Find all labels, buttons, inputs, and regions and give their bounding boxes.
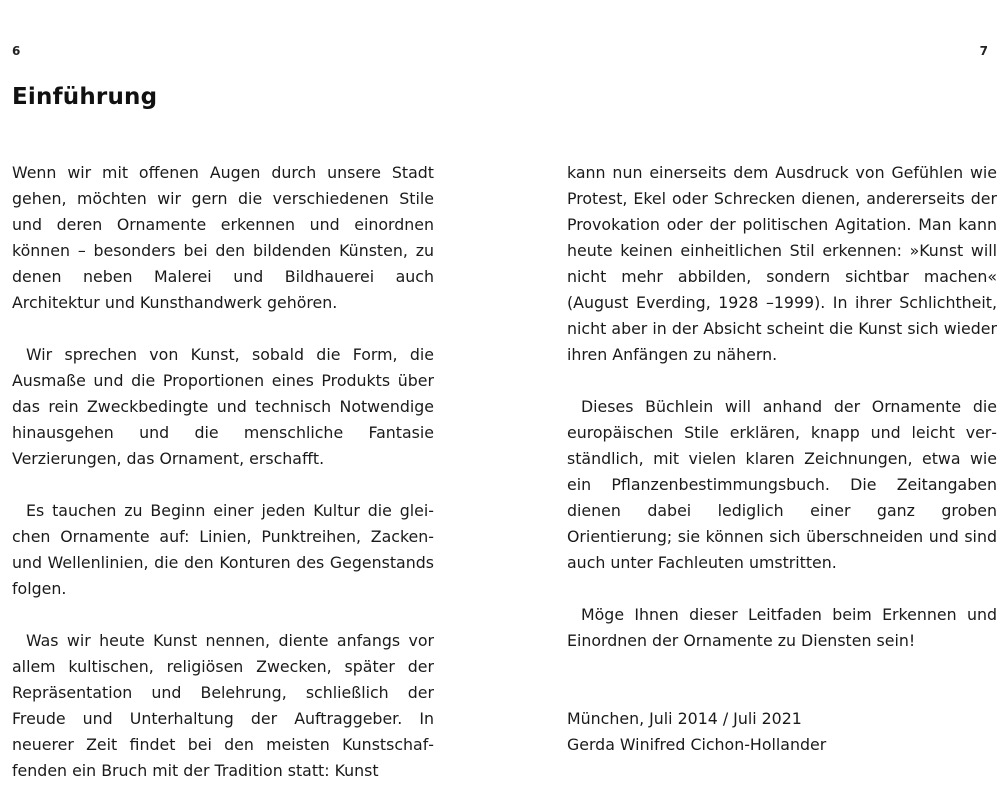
- left-column: [12, 160, 434, 810]
- right-column: [567, 160, 997, 758]
- signature-author: Gerda Winifred Cichon-Hollander: [567, 735, 827, 754]
- paragraph-art-purpose: Was wir heute Kunst nennen, diente anfangs vor allem kultischen, religiösen Zwecken, später der Repräsentation und Belehrung, schließlich der Freude und Unterhaltung der Auftraggeber. In neuerer Zeit findet bei den meisten Kunstschaffenden ein Bruch mit der Tradition statt: Kunst: [12, 631, 434, 780]
- paragraph-book-purpose: Dieses Büchlein will anhand der Ornamente die europäischen Stile erklären, knapp und leicht verständlich, mit vielen klaren Zeichnungen, etwa wie ein Pflanzenbestimmungsbuch. Die Zeitangaben dienen dabei lediglich einer ganz groben Orientierung; sie können sich überschneiden und sind auch unter Fachleuten umstritten.: [567, 397, 997, 572]
- paragraph-modern-art: kann nun einerseits dem Ausdruck von Gefühlen wie Protest, Ekel oder Schrecken dienen, andererseits der Provokation oder der politischen Agitation. Man kann heute keinen einheitlichen Stil erkennen: »Kunst will nicht mehr abbilden, sondern sichtbar machen« (August Everding, 1928 –1999). In ihrer Schlichtheit, nicht aber in der Absicht scheint die Kunst sich wieder ihren Anfängen zu nähern.: [567, 163, 997, 364]
- page-number-right: 7: [979, 44, 988, 58]
- paragraph-closing-wish: Möge Ihnen dieser Leitfaden beim Erkennen und Einordnen der Ornamente zu Diensten sein!: [567, 605, 997, 650]
- signature-block: [567, 706, 997, 758]
- paragraph-art-definition: Wir sprechen von Kunst, sobald die Form, die Ausmaße und die Proportionen eines Produkts über das rein Zweckbedingte und technisch Notwendige hinausgehen und die menschliche Fantasie Verzierungen, das Ornament, erschafft.: [12, 345, 434, 468]
- page-number-left: 6: [12, 44, 21, 58]
- signature-place-date: München, Juli 2014 / Juli 2021: [567, 709, 802, 728]
- paragraph-early-ornaments: Es tauchen zu Beginn einer jeden Kultur die gleichen Ornamente auf: Linien, Punktreihen, Zacken- und Wellenlinien, die den Konturen des Gegenstands folgen.: [12, 501, 434, 598]
- paragraph-intro: Wenn wir mit offenen Augen durch unsere Stadt gehen, möchten wir gern die verschiedenen Stile und deren Ornamente erkennen und einordnen können – besonders bei den bildenden Künsten, zu denen neben Malerei und Bildhauerei auch Architektur und Kunsthandwerk gehören.: [12, 163, 434, 312]
- chapter-heading: Einführung: [12, 84, 158, 110]
